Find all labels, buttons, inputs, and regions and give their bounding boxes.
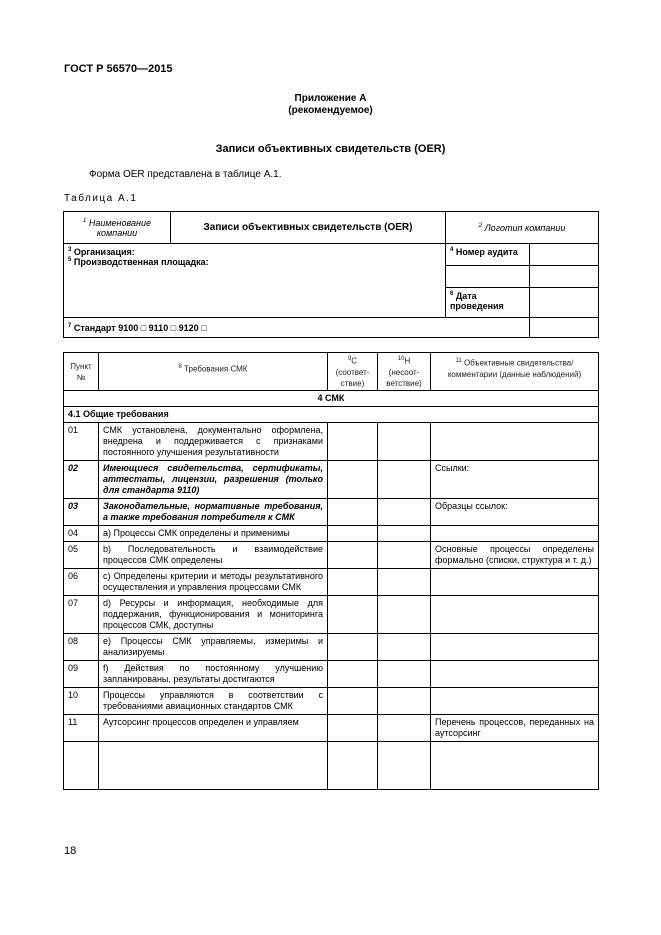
standard-label: Стандарт 9100 □ 9110 □ 9120 □ xyxy=(73,322,207,333)
row-nonconformity xyxy=(378,688,431,715)
table-row xyxy=(64,661,599,688)
col-header-conformity: $^9$С (соответ-ствие) xyxy=(328,353,378,391)
row-number: 02 xyxy=(64,461,99,499)
table-row xyxy=(64,569,599,596)
row-nonconformity xyxy=(378,596,431,634)
table-row xyxy=(64,596,599,634)
row-nonconformity xyxy=(378,634,431,661)
row-evidence: Ссылки: xyxy=(431,461,599,499)
col-header-nonconformity: $^{10}$Н (несоот-ветствие) xyxy=(378,353,431,391)
row-number: 05 xyxy=(64,542,99,569)
row-conformity xyxy=(328,526,378,542)
row-evidence xyxy=(431,634,599,661)
row-requirement: СМК установлена, документально оформлена, внедрена и поддерживается с признаками постоянного улучшения результативности xyxy=(99,423,328,461)
row-number: 09 xyxy=(64,661,99,688)
row-requirement: с) Определены критерии и методы результативного осуществления и управления процессами СМК xyxy=(99,569,328,596)
row-requirement: f) Действия по постоянному улучшению запланированы, результаты достигаются xyxy=(99,661,328,688)
row-requirement: а) Процессы СМК определены и применимы xyxy=(99,526,328,542)
row-conformity xyxy=(328,569,378,596)
requirements-table xyxy=(63,352,599,790)
row-conformity xyxy=(328,542,378,569)
row-requirement: Законодательные, нормативные требования, а также требования потребителя к СМК xyxy=(99,499,328,526)
row-nonconformity xyxy=(378,499,431,526)
row-requirement: b) Последовательность и взаимодействие процессов СМК определены xyxy=(99,542,328,569)
row-conformity xyxy=(328,596,378,634)
row-conformity xyxy=(328,634,378,661)
section-title: Записи объективных свидетельств (OER) xyxy=(215,143,446,155)
appendix-title: Приложение А xyxy=(294,93,367,104)
table-row xyxy=(64,715,599,742)
empty-row xyxy=(64,742,599,790)
col-header-evidence: $^{11}$ Объективные свидетельства/ комментарии (данные наблюдений) xyxy=(431,353,599,391)
row-evidence xyxy=(431,569,599,596)
section-row: 4 СМК xyxy=(64,391,599,407)
row-conformity xyxy=(328,661,378,688)
col-header-requirements: $^8$ Требования СМК xyxy=(99,353,328,391)
organization-label: Организация: xyxy=(73,247,135,257)
row-requirement: d) Ресурсы и информация, необходимые для поддержания, функционирования и мониторинга процессов СМК, доступны xyxy=(99,596,328,634)
document-code: ГОСТ Р 56570—2015 xyxy=(64,63,173,75)
audit-number-value xyxy=(530,244,599,266)
row-number: 03 xyxy=(64,499,99,526)
row-nonconformity xyxy=(378,715,431,742)
row-evidence: Перечень процессов, переданных на аутсорсинг xyxy=(431,715,599,742)
table-row xyxy=(64,634,599,661)
row-conformity xyxy=(328,423,378,461)
row-evidence xyxy=(431,596,599,634)
row-requirement: Имеющиеся свидетельства, сертификаты, аттестаты, лицензии, разрешения (только для стандарта 9110) xyxy=(99,461,328,499)
row-nonconformity xyxy=(378,461,431,499)
standard-cell: $^7$ Стандарт 9100 □ 9110 □ 9120 □ xyxy=(64,318,530,338)
subsection-row: 4.1 Общие требования xyxy=(64,407,599,423)
row-nonconformity xyxy=(378,661,431,688)
page-number: 18 xyxy=(64,845,77,857)
table-row xyxy=(64,526,599,542)
audit-date-label: Дата проведения xyxy=(450,291,504,311)
form-header-table xyxy=(63,211,599,338)
intro-text: Форма OER представлена в таблице А.1. xyxy=(89,169,282,180)
row-number: 04 xyxy=(64,526,99,542)
table-row xyxy=(64,688,599,715)
table-row xyxy=(64,542,599,569)
table-row xyxy=(64,499,599,526)
row-evidence xyxy=(431,526,599,542)
row-evidence xyxy=(431,688,599,715)
audit-blank-value xyxy=(530,266,599,288)
audit-date-value xyxy=(530,288,599,318)
audit-number-label: Номер аудита xyxy=(455,247,518,257)
row-nonconformity xyxy=(378,569,431,596)
row-number: 11 xyxy=(64,715,99,742)
row-requirement: е) Процессы СМК управляемы, измеримы и анализируемы xyxy=(99,634,328,661)
row-number: 06 xyxy=(64,569,99,596)
row-nonconformity xyxy=(378,526,431,542)
row-conformity xyxy=(328,461,378,499)
company-name-label: Наименование компании xyxy=(88,217,151,238)
row-number: 01 xyxy=(64,423,99,461)
row-conformity xyxy=(328,688,378,715)
logo-label: Логотип компании xyxy=(484,222,566,233)
form-title: Записи объективных свидетельств (OER) xyxy=(171,212,446,244)
row-conformity xyxy=(328,715,378,742)
appendix-heading xyxy=(0,93,661,117)
standard-value xyxy=(530,318,599,338)
appendix-subtitle: (рекомендуемое) xyxy=(288,105,373,116)
row-evidence xyxy=(431,661,599,688)
company-name-cell: $^1$ Наименование компании xyxy=(64,212,171,244)
table-row xyxy=(64,461,599,499)
organization-cell: $^3$ Организация: $^5$ Производственная площадка: xyxy=(64,244,446,318)
row-nonconformity xyxy=(378,423,431,461)
row-number: 07 xyxy=(64,596,99,634)
table-label: Таблица А.1 xyxy=(64,193,138,204)
audit-number-cell: $^4$ Номер аудита xyxy=(446,244,530,266)
production-site-label: Производственная площадка: xyxy=(73,257,209,267)
audit-date-cell: $^6$ Дата проведения xyxy=(446,288,530,318)
row-number: 08 xyxy=(64,634,99,661)
audit-blank-cell xyxy=(446,266,530,288)
table-row xyxy=(64,423,599,461)
row-evidence: Образцы ссылок: xyxy=(431,499,599,526)
row-requirement: Процессы управляются в соответствии с требованиями авиационных стандартов СМК xyxy=(99,688,328,715)
logo-cell: $^2$ Логотип компании xyxy=(446,212,599,244)
row-conformity xyxy=(328,499,378,526)
row-evidence: Основные процессы определены формально (списки, структура и т. д.) xyxy=(431,542,599,569)
row-nonconformity xyxy=(378,542,431,569)
col-header-item: Пункт № xyxy=(64,353,99,391)
row-evidence xyxy=(431,423,599,461)
row-requirement: Аутсорсинг процессов определен и управляем xyxy=(99,715,328,742)
row-number: 10 xyxy=(64,688,99,715)
